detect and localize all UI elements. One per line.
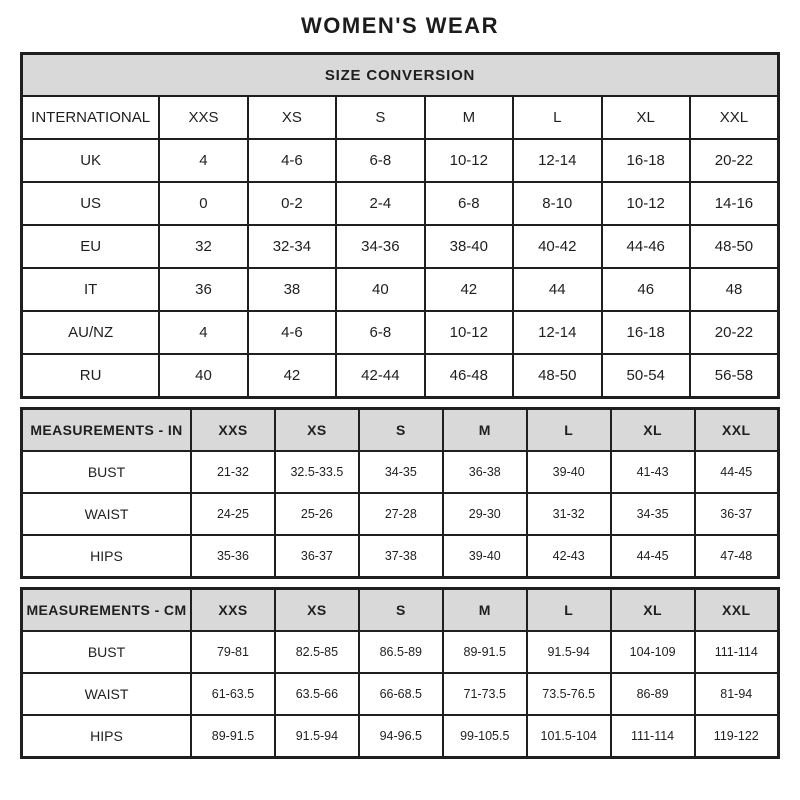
size-column-header: XXS xyxy=(191,409,275,452)
first-column-header: MEASUREMENTS - IN xyxy=(22,409,192,452)
size-column-header: XXL xyxy=(690,96,779,139)
value-cell: 10-12 xyxy=(425,139,513,182)
size-column-header: L xyxy=(527,589,611,632)
size-column-header: XXS xyxy=(191,589,275,632)
size-column-header: XXL xyxy=(695,409,779,452)
value-cell: 81-94 xyxy=(695,673,779,715)
measurements-in-header-row xyxy=(22,409,779,452)
value-cell: 61-63.5 xyxy=(191,673,275,715)
value-cell: 24-25 xyxy=(191,493,275,535)
value-cell: 47-48 xyxy=(695,535,779,578)
row-label-cell: WAIST xyxy=(22,673,192,715)
value-cell: 0-2 xyxy=(248,182,336,225)
value-cell: 46-48 xyxy=(425,354,513,398)
table-row xyxy=(22,451,779,493)
row-label-cell: BUST xyxy=(22,631,192,673)
table-row xyxy=(22,354,779,398)
value-cell: 63.5-66 xyxy=(275,673,359,715)
measurements-cm-header-row xyxy=(22,589,779,632)
table-row xyxy=(22,673,779,715)
value-cell: 6-8 xyxy=(336,311,424,354)
first-column-header: INTERNATIONAL xyxy=(22,96,160,139)
size-conversion-column-row xyxy=(22,96,779,139)
value-cell: 119-122 xyxy=(695,715,779,758)
value-cell: 79-81 xyxy=(191,631,275,673)
size-conversion-header: SIZE CONVERSION xyxy=(22,54,779,97)
value-cell: 40 xyxy=(336,268,424,311)
size-column-header: XS xyxy=(275,409,359,452)
size-column-header: XL xyxy=(611,589,695,632)
table-row xyxy=(22,225,779,268)
size-column-header: XXL xyxy=(695,589,779,632)
value-cell: 86-89 xyxy=(611,673,695,715)
size-column-header: XS xyxy=(248,96,336,139)
table-row xyxy=(22,139,779,182)
row-label-cell: UK xyxy=(22,139,160,182)
value-cell: 48 xyxy=(690,268,779,311)
table-row xyxy=(22,268,779,311)
value-cell: 32 xyxy=(159,225,247,268)
value-cell: 38-40 xyxy=(425,225,513,268)
value-cell: 42 xyxy=(248,354,336,398)
value-cell: 73.5-76.5 xyxy=(527,673,611,715)
value-cell: 12-14 xyxy=(513,139,601,182)
size-column-header: XL xyxy=(602,96,690,139)
row-label-cell: RU xyxy=(22,354,160,398)
size-column-header: M xyxy=(443,409,527,452)
first-column-header: MEASUREMENTS - CM xyxy=(22,589,192,632)
value-cell: 66-68.5 xyxy=(359,673,443,715)
table-row xyxy=(22,182,779,225)
value-cell: 10-12 xyxy=(425,311,513,354)
value-cell: 34-35 xyxy=(359,451,443,493)
value-cell: 6-8 xyxy=(336,139,424,182)
value-cell: 44-46 xyxy=(602,225,690,268)
value-cell: 2-4 xyxy=(336,182,424,225)
value-cell: 42 xyxy=(425,268,513,311)
value-cell: 44-45 xyxy=(611,535,695,578)
size-column-header: XXS xyxy=(159,96,247,139)
row-label-cell: HIPS xyxy=(22,535,192,578)
table-row xyxy=(22,311,779,354)
value-cell: 56-58 xyxy=(690,354,779,398)
value-cell: 34-36 xyxy=(336,225,424,268)
size-column-header: S xyxy=(336,96,424,139)
value-cell: 27-28 xyxy=(359,493,443,535)
value-cell: 37-38 xyxy=(359,535,443,578)
value-cell: 50-54 xyxy=(602,354,690,398)
value-cell: 38 xyxy=(248,268,336,311)
value-cell: 16-18 xyxy=(602,311,690,354)
row-label-cell: AU/NZ xyxy=(22,311,160,354)
value-cell: 4-6 xyxy=(248,311,336,354)
value-cell: 32-34 xyxy=(248,225,336,268)
value-cell: 4-6 xyxy=(248,139,336,182)
value-cell: 10-12 xyxy=(602,182,690,225)
value-cell: 32.5-33.5 xyxy=(275,451,359,493)
value-cell: 39-40 xyxy=(527,451,611,493)
value-cell: 0 xyxy=(159,182,247,225)
value-cell: 40 xyxy=(159,354,247,398)
measurements-in-table xyxy=(20,407,780,579)
value-cell: 44-45 xyxy=(695,451,779,493)
value-cell: 71-73.5 xyxy=(443,673,527,715)
value-cell: 31-32 xyxy=(527,493,611,535)
row-label-cell: US xyxy=(22,182,160,225)
value-cell: 41-43 xyxy=(611,451,695,493)
value-cell: 14-16 xyxy=(690,182,779,225)
value-cell: 20-22 xyxy=(690,311,779,354)
page-title: WOMEN'S WEAR xyxy=(301,13,499,38)
measurements-cm-table xyxy=(20,587,780,759)
size-column-header: XL xyxy=(611,409,695,452)
value-cell: 40-42 xyxy=(513,225,601,268)
value-cell: 36-37 xyxy=(275,535,359,578)
row-label-cell: HIPS xyxy=(22,715,192,758)
size-column-header: S xyxy=(359,409,443,452)
value-cell: 44 xyxy=(513,268,601,311)
table-row xyxy=(22,715,779,758)
value-cell: 48-50 xyxy=(513,354,601,398)
value-cell: 34-35 xyxy=(611,493,695,535)
table-row xyxy=(22,631,779,673)
value-cell: 4 xyxy=(159,139,247,182)
value-cell: 48-50 xyxy=(690,225,779,268)
value-cell: 36 xyxy=(159,268,247,311)
table-row xyxy=(22,493,779,535)
size-conversion-table xyxy=(20,52,780,399)
row-label-cell: WAIST xyxy=(22,493,192,535)
value-cell: 91.5-94 xyxy=(527,631,611,673)
size-conversion-band-row xyxy=(22,54,779,97)
table-row xyxy=(22,535,779,578)
value-cell: 6-8 xyxy=(425,182,513,225)
value-cell: 36-38 xyxy=(443,451,527,493)
value-cell: 39-40 xyxy=(443,535,527,578)
value-cell: 36-37 xyxy=(695,493,779,535)
row-label-cell: EU xyxy=(22,225,160,268)
value-cell: 21-32 xyxy=(191,451,275,493)
value-cell: 12-14 xyxy=(513,311,601,354)
value-cell: 91.5-94 xyxy=(275,715,359,758)
value-cell: 29-30 xyxy=(443,493,527,535)
value-cell: 4 xyxy=(159,311,247,354)
value-cell: 89-91.5 xyxy=(191,715,275,758)
row-label-cell: BUST xyxy=(22,451,192,493)
value-cell: 46 xyxy=(602,268,690,311)
value-cell: 101.5-104 xyxy=(527,715,611,758)
value-cell: 42-44 xyxy=(336,354,424,398)
value-cell: 20-22 xyxy=(690,139,779,182)
size-column-header: M xyxy=(443,589,527,632)
size-column-header: L xyxy=(513,96,601,139)
row-label-cell: IT xyxy=(22,268,160,311)
value-cell: 104-109 xyxy=(611,631,695,673)
value-cell: 86.5-89 xyxy=(359,631,443,673)
value-cell: 25-26 xyxy=(275,493,359,535)
value-cell: 111-114 xyxy=(611,715,695,758)
value-cell: 35-36 xyxy=(191,535,275,578)
value-cell: 94-96.5 xyxy=(359,715,443,758)
value-cell: 111-114 xyxy=(695,631,779,673)
value-cell: 99-105.5 xyxy=(443,715,527,758)
value-cell: 89-91.5 xyxy=(443,631,527,673)
value-cell: 82.5-85 xyxy=(275,631,359,673)
value-cell: 42-43 xyxy=(527,535,611,578)
size-column-header: S xyxy=(359,589,443,632)
value-cell: 8-10 xyxy=(513,182,601,225)
size-column-header: L xyxy=(527,409,611,452)
value-cell: 16-18 xyxy=(602,139,690,182)
size-column-header: M xyxy=(425,96,513,139)
size-column-header: XS xyxy=(275,589,359,632)
